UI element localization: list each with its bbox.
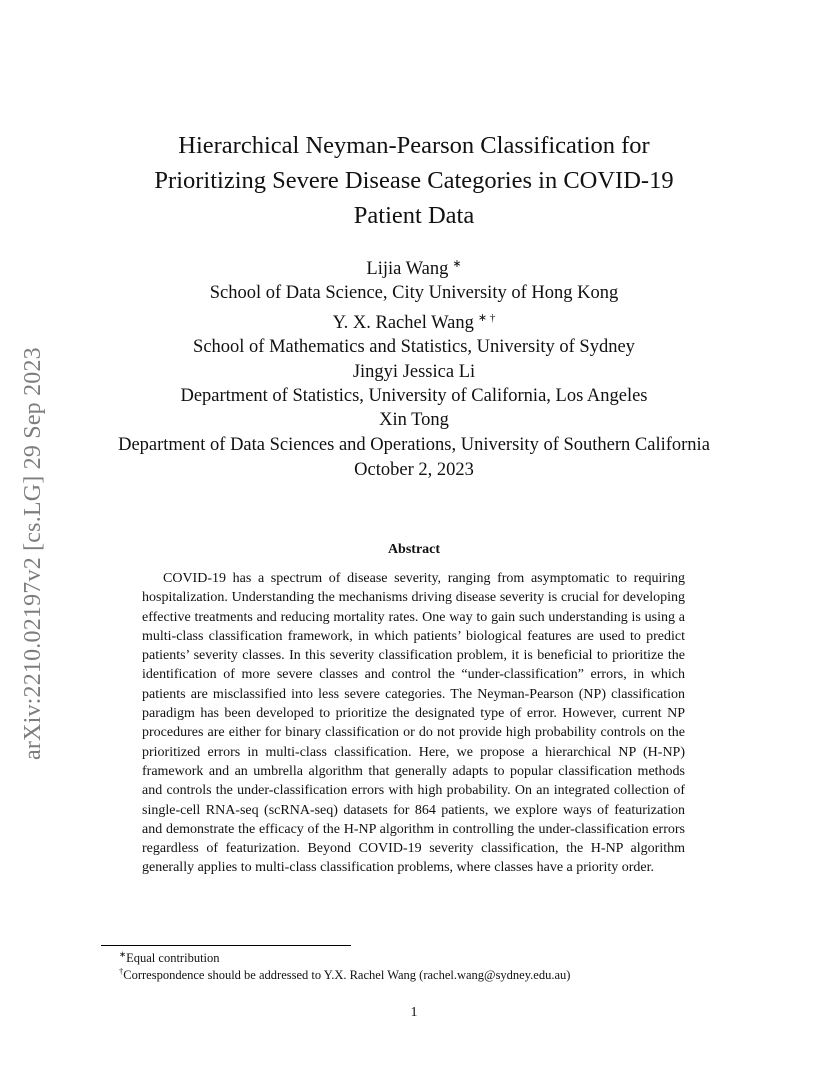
- abstract-heading: Abstract: [387, 542, 441, 557]
- author-name: Xin Tong: [379, 410, 449, 431]
- footnote-mark: †: [119, 966, 124, 976]
- footnote-rule: [101, 945, 351, 946]
- author-affiliation: School of Mathematics and Statistics, University of Sydney: [193, 337, 635, 358]
- paper-title: [0, 128, 828, 233]
- title-line: Hierarchical Neyman-Pearson Classification for: [178, 132, 650, 159]
- title-line: Patient Data: [353, 202, 475, 229]
- page-number: 1: [410, 1005, 418, 1020]
- author-block: [0, 252, 828, 457]
- author-line: [0, 306, 828, 335]
- abstract-body: COVID-19 has a spectrum of disease severity, ranging from asymptomatic to requiring hospitalization. Understanding the mechanisms driving disease severity is crucial for developing effective treatments and reducing mortality rates. One way to gain such understanding is using a multi-class classification framework, in which patients’ biological features are used to predict patients’ severity classes. In this severity classification problem, it is beneficial to prioritize the identification of more severe classes and control the “under-classification” errors, in which patients are misclassified into less severe categories. The Neyman-Pearson (NP) classification paradigm has been developed to prioritize the designated type of error. However, current NP procedures are either for binary classification or do not provide high probability controls on the prioritized errors in multi-class classification. Here, we propose a hierarchical NP (H-NP) framework and an umbrella algorithm that generally adapts to popular classification methods and controls the under-classification errors with high probability. On an integrated collection of single-cell RNA-seq (scRNA-seq) datasets for 864 patients, we explore ways of featurization and demonstrate the efficacy of the H-NP algorithm in controlling the under-classification errors regardless of featurization. Beyond COVID-19 severity classification, the H-NP algorithm generally applies to multi-class classification problems, where classes have a priority order.: [142, 571, 685, 876]
- title-line: Prioritizing Severe Disease Categories in COVID-19: [154, 167, 674, 194]
- footnote: [119, 949, 220, 966]
- author-name: Jingyi Jessica Li: [352, 361, 476, 382]
- author-name: Lijia Wang: [366, 259, 449, 279]
- author-affiliation: Department of Data Sciences and Operations, University of Southern California: [118, 434, 710, 455]
- author-line: [0, 360, 828, 384]
- author-affiliation: School of Data Science, City University of Hong Kong: [209, 283, 619, 304]
- footnote: [119, 966, 570, 983]
- paper-date: October 2, 2023: [354, 460, 474, 480]
- arxiv-identifier-stamp: arXiv:2210.02197v2 [cs.LG] 29 Sep 2023: [20, 347, 46, 760]
- footnote-text: Equal contribution: [126, 951, 220, 965]
- author-footnote-mark: ∗: [452, 258, 462, 270]
- footnote-text: Correspondence should be addressed to Y.X. Rachel Wang (rachel.wang@sydney.edu.au): [123, 968, 571, 982]
- author-affiliation: Department of Statistics, University of California, Los Angeles: [180, 386, 648, 407]
- author-name: Y. X. Rachel Wang: [332, 312, 474, 333]
- footnote-mark: ∗: [119, 949, 127, 959]
- author-line: [0, 408, 828, 432]
- author-line: [0, 252, 828, 281]
- author-footnote-mark: ∗ †: [477, 311, 496, 324]
